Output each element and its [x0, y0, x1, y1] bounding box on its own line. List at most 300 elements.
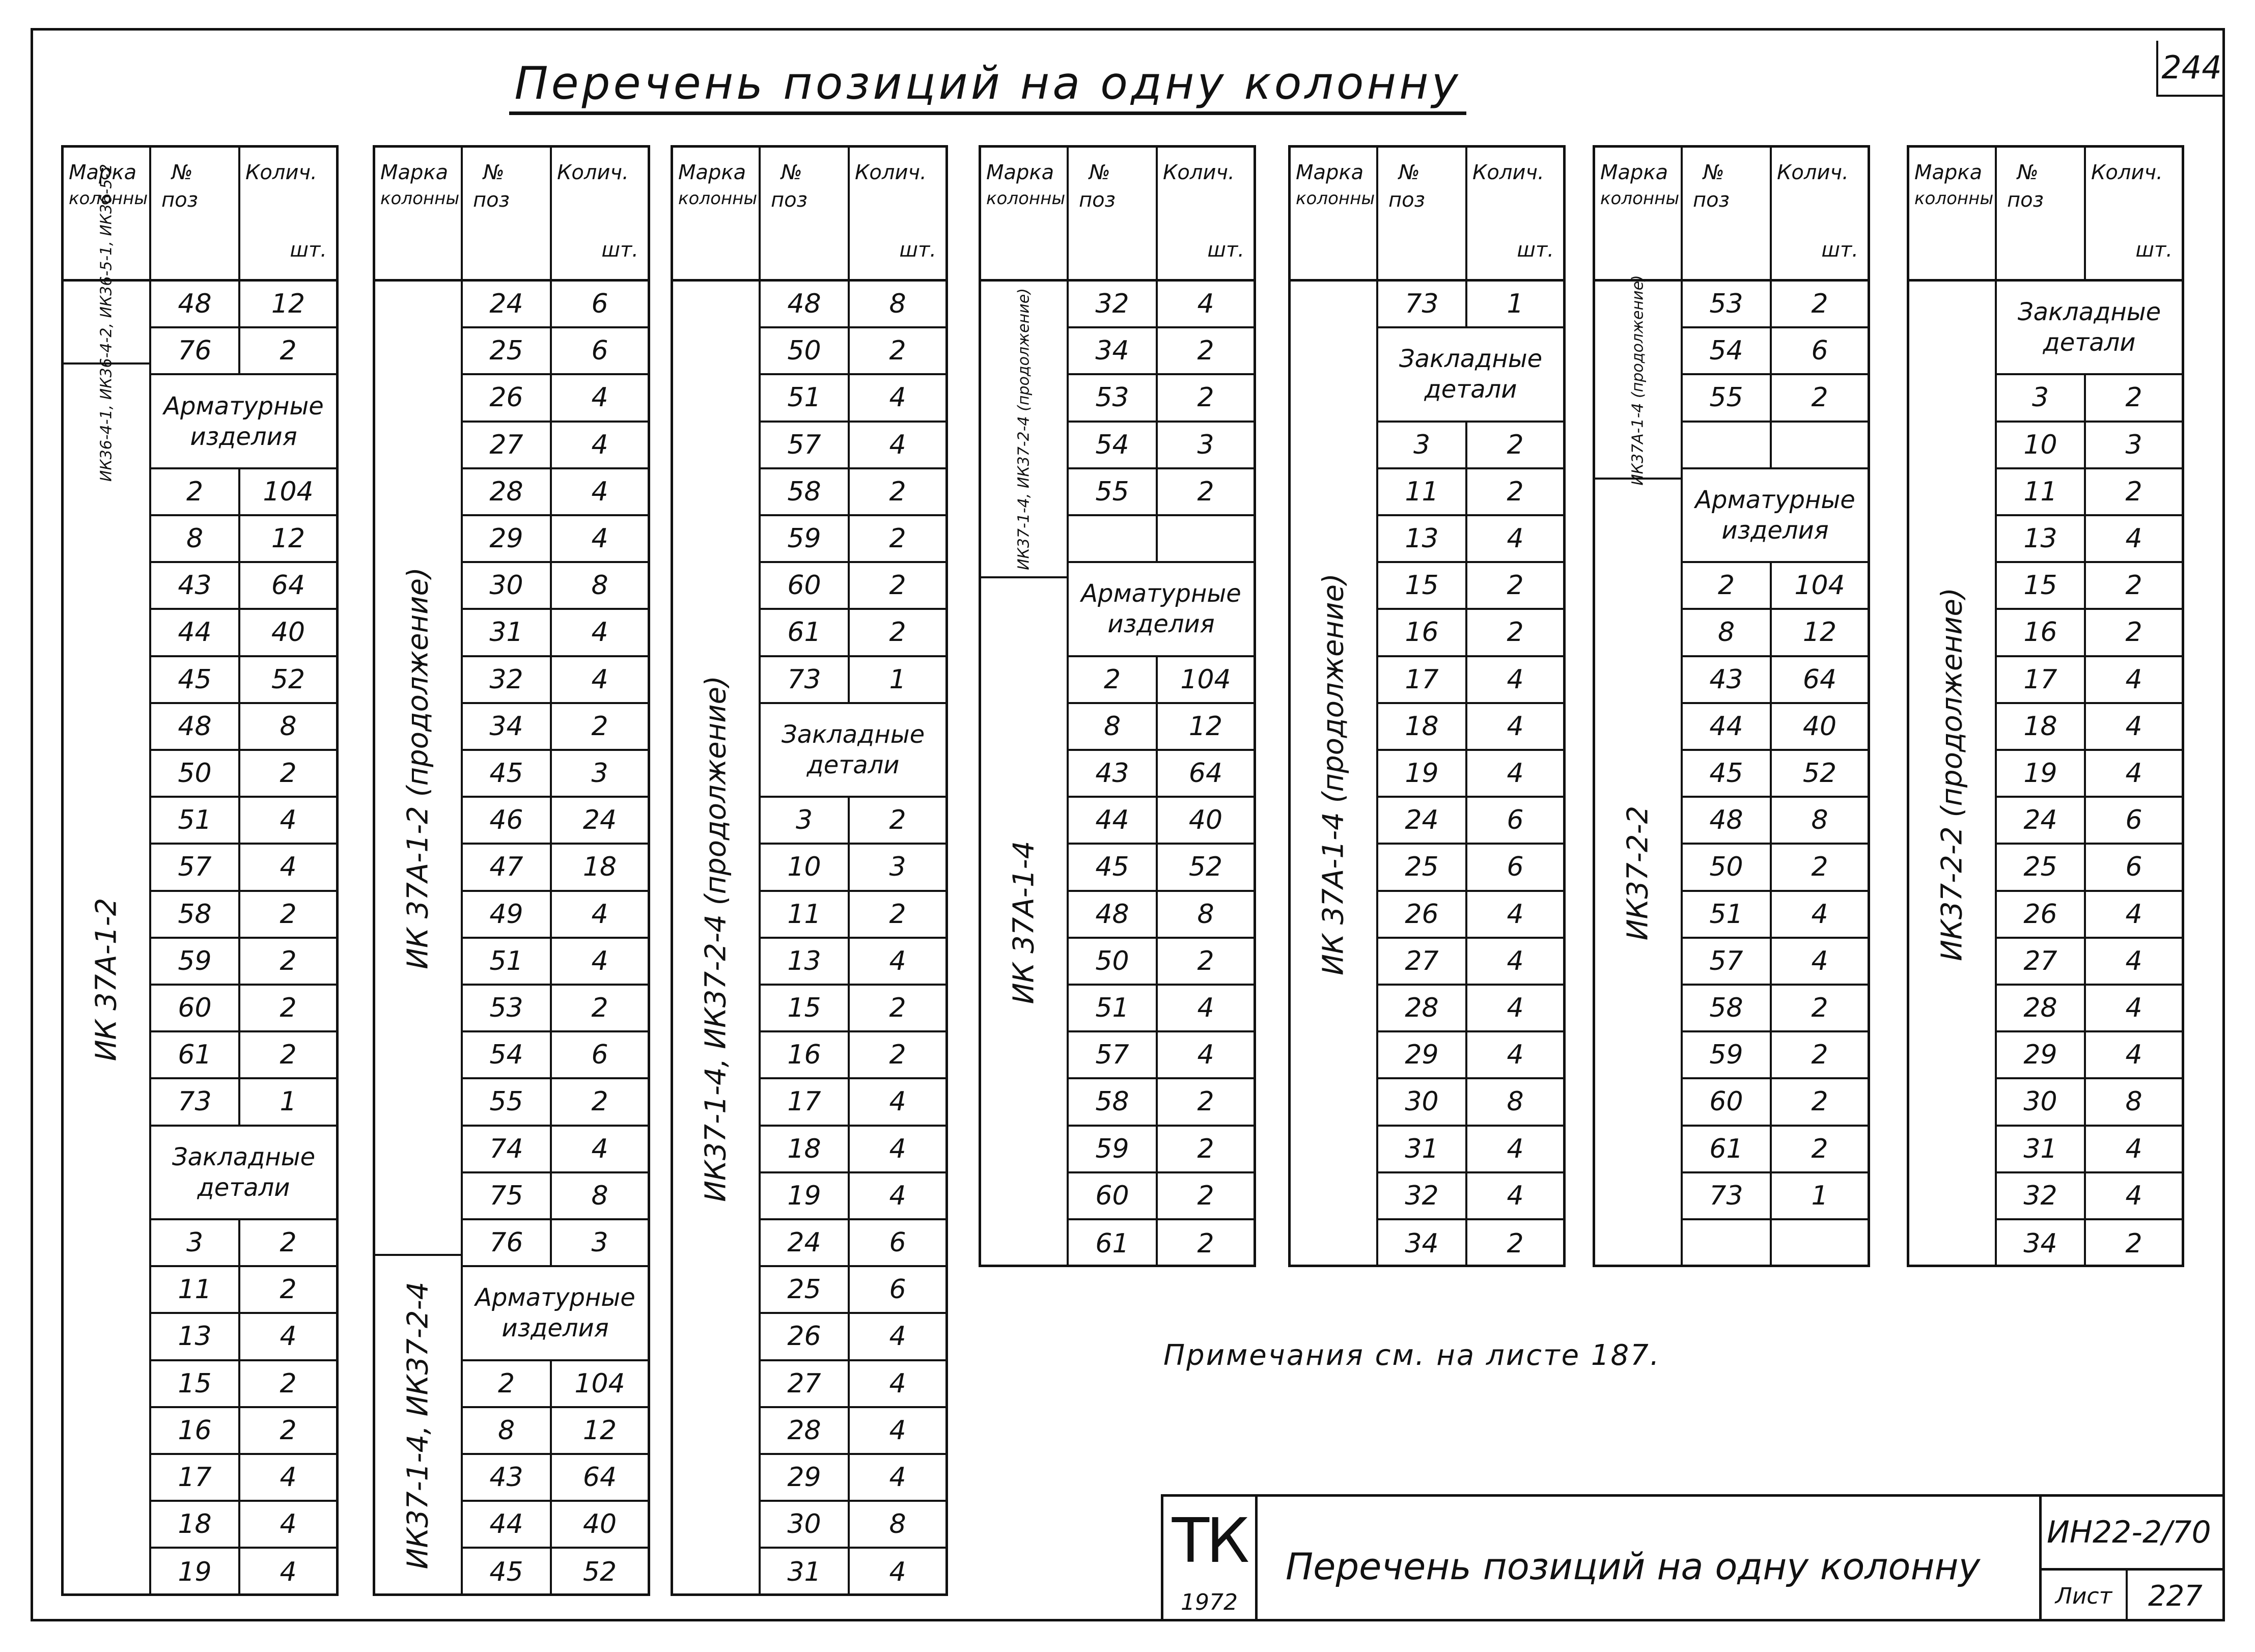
table-row — [1378, 1127, 1563, 1173]
column-mark-label: ИК 37А-1-2 — [90, 898, 123, 1061]
quantity: 4 — [1507, 758, 1524, 789]
table-body — [761, 282, 945, 1593]
quantity: 4 — [591, 382, 608, 413]
quantity: 4 — [280, 852, 297, 883]
position-number: 50 — [761, 328, 850, 373]
quantity: 2 — [889, 617, 906, 648]
position-number: 19 — [151, 1549, 240, 1595]
group-label-row — [1997, 282, 2182, 375]
quantity: 2 — [889, 899, 906, 930]
table-row — [151, 1502, 336, 1549]
header-mark-line2: колонны — [1600, 188, 1680, 209]
quantity: 2 — [280, 1368, 297, 1399]
position-number: 59 — [761, 516, 850, 561]
quantity: 8 — [591, 570, 608, 601]
quantity: 4 — [889, 382, 906, 413]
quantity: 2 — [889, 335, 906, 367]
quantity: 6 — [889, 1274, 906, 1305]
header-qty-unit: шт. — [1821, 238, 1858, 262]
quantity: 12 — [1188, 711, 1223, 742]
page-title: Перечень позиций на одну колонну — [509, 57, 1466, 115]
sheet-cell — [2042, 1568, 2225, 1621]
quantity: 64 — [582, 1462, 617, 1493]
document-code-box — [2039, 1497, 2225, 1621]
table-row — [761, 1127, 945, 1173]
quantity: 2 — [889, 993, 906, 1024]
position-number: 27 — [1997, 939, 2086, 984]
quantity: 24 — [582, 805, 617, 836]
quantity: 4 — [2125, 1180, 2142, 1211]
quantity: 4 — [889, 1086, 906, 1117]
position-number: 45 — [463, 1549, 552, 1595]
position-number: 60 — [1069, 1173, 1158, 1218]
column-mark-label: ИК37-2-2 — [1621, 805, 1655, 940]
table-row — [1069, 892, 1254, 939]
position-number: 73 — [1683, 1173, 1772, 1218]
quantity: 3 — [1197, 429, 1214, 460]
group-label-row — [761, 704, 945, 798]
position-number: 45 — [1683, 751, 1772, 796]
empty-row — [1683, 1220, 1868, 1267]
position-number: 54 — [1069, 423, 1158, 467]
table-row — [1378, 845, 1563, 891]
position-number: 57 — [1683, 939, 1772, 984]
table-body — [463, 282, 648, 1593]
table-row — [1997, 845, 2182, 891]
position-number: 28 — [463, 469, 552, 514]
quantity: 18 — [582, 852, 617, 883]
quantity: 12 — [1802, 617, 1837, 648]
column-mark-label: ИК 37А-1-4 — [1007, 841, 1041, 1004]
header-qty-label: Колич. — [855, 161, 927, 184]
position-number: 43 — [463, 1455, 552, 1500]
column-mark-label: ИК36-4-1, ИК36-4-2, ИК36-5-1, ИК36-5-2 — [97, 163, 116, 482]
position-number: 17 — [1997, 657, 2086, 702]
header-qty-unit: шт. — [899, 238, 936, 262]
quantity: 64 — [1188, 758, 1223, 789]
quantity: 8 — [591, 1180, 608, 1211]
header-mark — [1291, 148, 1378, 279]
table-row — [463, 423, 648, 469]
mark-segment — [673, 282, 759, 1596]
table-row — [151, 704, 336, 751]
table-body — [151, 282, 336, 1593]
position-number: 15 — [761, 986, 850, 1030]
table-row — [151, 892, 336, 939]
empty-row — [1069, 516, 1254, 563]
table-row — [151, 1032, 336, 1079]
table-row — [1997, 1173, 2182, 1220]
position-number: 59 — [151, 939, 240, 984]
header-qty-unit: шт. — [290, 238, 327, 262]
quantity: 4 — [591, 429, 608, 460]
header-mark-line1: Марка — [678, 161, 746, 184]
column-mark-label: ИК37А-1-4 (продолжение) — [1629, 274, 1647, 486]
table-row — [1069, 798, 1254, 845]
group-label-line: Закладные — [172, 1142, 316, 1171]
quantity: 104 — [263, 476, 314, 507]
position-number: 61 — [1069, 1220, 1158, 1267]
group-label-line: детали — [2043, 328, 2136, 357]
table-row — [1997, 986, 2182, 1032]
header-mark-line2: колонны — [1914, 188, 1994, 209]
position-number: 17 — [151, 1455, 240, 1500]
quantity: 6 — [1507, 852, 1524, 883]
stamp-title: Перечень позиций на одну колонну — [1286, 1545, 1981, 1588]
header-qty-label: Колич. — [1472, 161, 1544, 184]
position-number: 26 — [463, 375, 552, 420]
group-label — [1378, 328, 1563, 420]
position-number: 2 — [1683, 563, 1772, 608]
column-mark-label: ИК37-1-4, ИК37-2-4 — [401, 1281, 435, 1570]
table-row — [151, 1408, 336, 1455]
header-pos-number: № — [1703, 161, 1724, 184]
position-number: 57 — [761, 423, 850, 467]
table-row — [1378, 1173, 1563, 1220]
mark-segment — [375, 282, 461, 1255]
table-row — [151, 1220, 336, 1267]
quantity: 2 — [1507, 570, 1524, 601]
header-qty — [1772, 148, 1868, 279]
position-number: 11 — [151, 1267, 240, 1312]
empty-cell — [1683, 423, 1772, 467]
position-number: 10 — [761, 845, 850, 889]
table-row — [151, 1267, 336, 1314]
table-row — [1378, 1032, 1563, 1079]
position-number: 29 — [463, 516, 552, 561]
position-number: 55 — [1683, 375, 1772, 420]
table-row — [463, 282, 648, 328]
quantity: 52 — [582, 1557, 617, 1588]
table-header — [1909, 148, 2182, 282]
table-row — [1378, 986, 1563, 1032]
header-mark — [981, 148, 1069, 279]
quantity: 2 — [889, 1040, 906, 1071]
position-number: 13 — [1378, 516, 1467, 561]
quantity: 2 — [280, 1040, 297, 1071]
position-number: 29 — [1378, 1032, 1467, 1077]
position-number: 44 — [151, 610, 240, 655]
header-qty-unit: шт. — [1207, 238, 1244, 262]
position-number: 34 — [1997, 1220, 2086, 1267]
table-row — [151, 563, 336, 610]
position-number: 13 — [761, 939, 850, 984]
position-number: 48 — [1683, 798, 1772, 843]
header-mark — [1909, 148, 1997, 279]
position-number: 18 — [761, 1127, 850, 1171]
table-row — [1997, 1127, 2182, 1173]
table-row — [761, 610, 945, 657]
table-header — [1595, 148, 1868, 282]
header-pos-sub: поз — [771, 188, 808, 212]
table-row — [1069, 328, 1254, 375]
quantity: 1 — [1507, 289, 1524, 320]
position-table — [671, 145, 948, 1596]
table-row — [151, 516, 336, 563]
position-number: 45 — [151, 657, 240, 702]
quantity: 4 — [2125, 899, 2142, 930]
position-number: 58 — [151, 892, 240, 937]
table-row — [1069, 986, 1254, 1032]
table-row — [463, 469, 648, 516]
table-row — [1997, 657, 2182, 704]
header-mark-line1: Марка — [1600, 161, 1668, 184]
quantity: 2 — [1811, 289, 1828, 320]
header-qty — [2086, 148, 2182, 279]
position-number: 24 — [463, 282, 552, 326]
position-number: 31 — [1378, 1127, 1467, 1171]
quantity: 3 — [2125, 429, 2142, 460]
position-number: 53 — [1069, 375, 1158, 420]
position-number: 24 — [1378, 798, 1467, 843]
quantity: 2 — [280, 1415, 297, 1446]
header-qty-label: Колич. — [557, 161, 629, 184]
group-label — [761, 704, 945, 796]
position-number: 25 — [761, 1267, 850, 1312]
position-number: 2 — [151, 469, 240, 514]
quantity: 4 — [280, 805, 297, 836]
table-row — [463, 375, 648, 422]
position-number: 48 — [151, 704, 240, 749]
quantity: 2 — [280, 758, 297, 789]
quantity: 4 — [1197, 1040, 1214, 1071]
header-qty — [240, 148, 336, 279]
table-row — [1683, 892, 1868, 939]
position-number: 25 — [1997, 845, 2086, 889]
quantity: 2 — [1507, 429, 1524, 460]
position-number: 30 — [761, 1502, 850, 1547]
column-mark-label: ИК 37А-1-2 (продолжение) — [401, 567, 435, 970]
position-number: 19 — [1378, 751, 1467, 796]
table-row — [761, 939, 945, 986]
position-number: 60 — [1683, 1079, 1772, 1124]
position-number: 61 — [151, 1032, 240, 1077]
table-row — [1683, 1079, 1868, 1126]
position-number: 3 — [1378, 423, 1467, 467]
position-number: 2 — [463, 1361, 552, 1406]
header-qty — [552, 148, 648, 279]
quantity: 4 — [591, 899, 608, 930]
quantity: 40 — [271, 617, 305, 648]
table-row — [1997, 469, 2182, 516]
position-number: 76 — [151, 328, 240, 373]
quantity: 64 — [1802, 664, 1837, 695]
table-row — [1069, 657, 1254, 704]
table-row — [1997, 1220, 2182, 1267]
quantity: 2 — [889, 476, 906, 507]
position-number: 30 — [1378, 1079, 1467, 1124]
table-row — [1378, 798, 1563, 845]
quantity: 4 — [889, 1557, 906, 1588]
table-row — [1683, 1173, 1868, 1220]
header-qty — [850, 148, 945, 279]
mark-column — [1595, 274, 1683, 1265]
table-row — [1997, 375, 2182, 422]
position-number: 18 — [151, 1502, 240, 1547]
quantity: 6 — [591, 1040, 608, 1071]
position-number: 51 — [1683, 892, 1772, 937]
quantity: 2 — [1197, 335, 1214, 367]
position-number: 43 — [1683, 657, 1772, 702]
table-row — [463, 1549, 648, 1595]
quantity: 2 — [1811, 1086, 1828, 1117]
header-mark-line2: колонны — [1296, 188, 1375, 209]
table-row — [761, 1549, 945, 1595]
table-header — [375, 148, 648, 282]
table-row — [1997, 751, 2182, 798]
table-row — [1069, 751, 1254, 798]
table-row — [761, 328, 945, 375]
header-qty-unit: шт. — [601, 238, 638, 262]
quantity: 4 — [1811, 945, 1828, 976]
position-number: 28 — [761, 1408, 850, 1453]
quantity: 2 — [889, 570, 906, 601]
header-pos-sub: поз — [161, 188, 198, 212]
quantity: 52 — [1802, 758, 1837, 789]
quantity: 2 — [2125, 476, 2142, 507]
quantity: 2 — [591, 993, 608, 1024]
mark-segment — [981, 577, 1067, 1267]
header-pos — [151, 148, 240, 279]
mark-column — [673, 282, 761, 1593]
position-number: 51 — [1069, 986, 1158, 1030]
header-pos-sub: поз — [473, 188, 510, 212]
position-number: 34 — [1069, 328, 1158, 373]
group-label-line: Закладные — [1399, 345, 1543, 374]
header-qty-label: Колич. — [1163, 161, 1235, 184]
quantity: 104 — [574, 1368, 625, 1399]
mark-segment — [981, 282, 1067, 577]
quantity: 4 — [889, 945, 906, 976]
table-row — [1378, 610, 1563, 657]
table-row — [1683, 563, 1868, 610]
header-qty-unit: шт. — [1517, 238, 1554, 262]
group-label-row — [151, 1127, 336, 1220]
group-label-line: Закладные — [2017, 298, 2161, 327]
quantity: 2 — [889, 805, 906, 836]
logo-year: 1972 — [1181, 1589, 1238, 1615]
table-row — [463, 798, 648, 845]
position-number: 32 — [463, 657, 552, 702]
quantity: 12 — [271, 523, 305, 554]
position-number: 18 — [1378, 704, 1467, 749]
position-number: 49 — [463, 892, 552, 937]
position-number: 53 — [1683, 282, 1772, 326]
quantity: 4 — [591, 664, 608, 695]
header-pos — [1378, 148, 1467, 279]
group-label-line: изделия — [502, 1314, 609, 1343]
logo-letters: ТК — [1172, 1506, 1247, 1577]
header-pos — [1069, 148, 1158, 279]
header-mark-line1: Марка — [380, 161, 449, 184]
table-row — [151, 751, 336, 798]
position-number: 15 — [151, 1361, 240, 1406]
position-number: 19 — [1997, 751, 2086, 796]
table-row — [761, 1079, 945, 1126]
table-body — [1069, 282, 1254, 1265]
quantity: 2 — [1811, 1040, 1828, 1071]
quantity: 6 — [1507, 805, 1524, 836]
column-mark-label: ИК37-1-4, ИК37-2-4 (продолжение) — [1015, 288, 1033, 571]
header-pos-number: № — [2017, 161, 2039, 184]
table-row — [1997, 798, 2182, 845]
table-row — [761, 1361, 945, 1408]
table-row — [1069, 1032, 1254, 1079]
table-row — [761, 845, 945, 891]
position-number: 29 — [1997, 1032, 2086, 1077]
header-mark-line1: Марка — [1296, 161, 1364, 184]
position-number: 17 — [761, 1079, 850, 1124]
table-row — [463, 563, 648, 610]
quantity: 2 — [1811, 993, 1828, 1024]
header-qty — [1158, 148, 1254, 279]
position-number: 58 — [761, 469, 850, 514]
position-number: 16 — [761, 1032, 850, 1077]
position-number: 17 — [1378, 657, 1467, 702]
table-row — [463, 1079, 648, 1126]
title-block — [1161, 1494, 2225, 1621]
table-row — [761, 1408, 945, 1455]
position-number: 60 — [761, 563, 850, 608]
group-label-line: изделия — [1107, 610, 1215, 639]
table-row — [1997, 610, 2182, 657]
quantity: 4 — [889, 429, 906, 460]
position-number: 59 — [1683, 1032, 1772, 1077]
header-pos-number: № — [172, 161, 193, 184]
header-pos — [1997, 148, 2086, 279]
table-row — [1069, 939, 1254, 986]
position-number: 13 — [1997, 516, 2086, 561]
quantity: 40 — [1188, 805, 1223, 836]
quantity: 4 — [1507, 993, 1524, 1024]
table-row — [1683, 704, 1868, 751]
header-qty-label: Колич. — [2091, 161, 2163, 184]
quantity: 8 — [889, 289, 906, 320]
position-number: 51 — [151, 798, 240, 843]
header-mark — [375, 148, 463, 279]
quantity: 2 — [1507, 617, 1524, 648]
table-row — [1683, 282, 1868, 328]
quantity: 4 — [2125, 711, 2142, 742]
table-row — [1997, 1032, 2182, 1079]
mark-segment — [375, 1255, 461, 1595]
table-row — [1069, 1220, 1254, 1267]
group-label-line: детали — [806, 750, 900, 779]
table-row — [463, 892, 648, 939]
quantity: 4 — [1507, 1180, 1524, 1211]
position-number: 31 — [761, 1549, 850, 1595]
quantity: 4 — [2125, 664, 2142, 695]
header-pos — [463, 148, 552, 279]
position-number: 8 — [1683, 610, 1772, 655]
position-number: 45 — [1069, 845, 1158, 889]
quantity: 2 — [1197, 476, 1214, 507]
quantity: 4 — [591, 523, 608, 554]
quantity: 1 — [889, 664, 906, 695]
position-table — [61, 145, 339, 1596]
table-row — [463, 1032, 648, 1079]
position-number: 8 — [151, 516, 240, 561]
group-label-line: Арматурные — [475, 1283, 635, 1312]
empty-cell — [1069, 516, 1158, 561]
quantity: 4 — [2125, 1040, 2142, 1071]
position-number: 29 — [761, 1455, 850, 1500]
table-row — [1069, 282, 1254, 328]
position-number: 3 — [1997, 375, 2086, 420]
quantity: 4 — [591, 617, 608, 648]
table-row — [1378, 1079, 1563, 1126]
quantity: 4 — [2125, 758, 2142, 789]
